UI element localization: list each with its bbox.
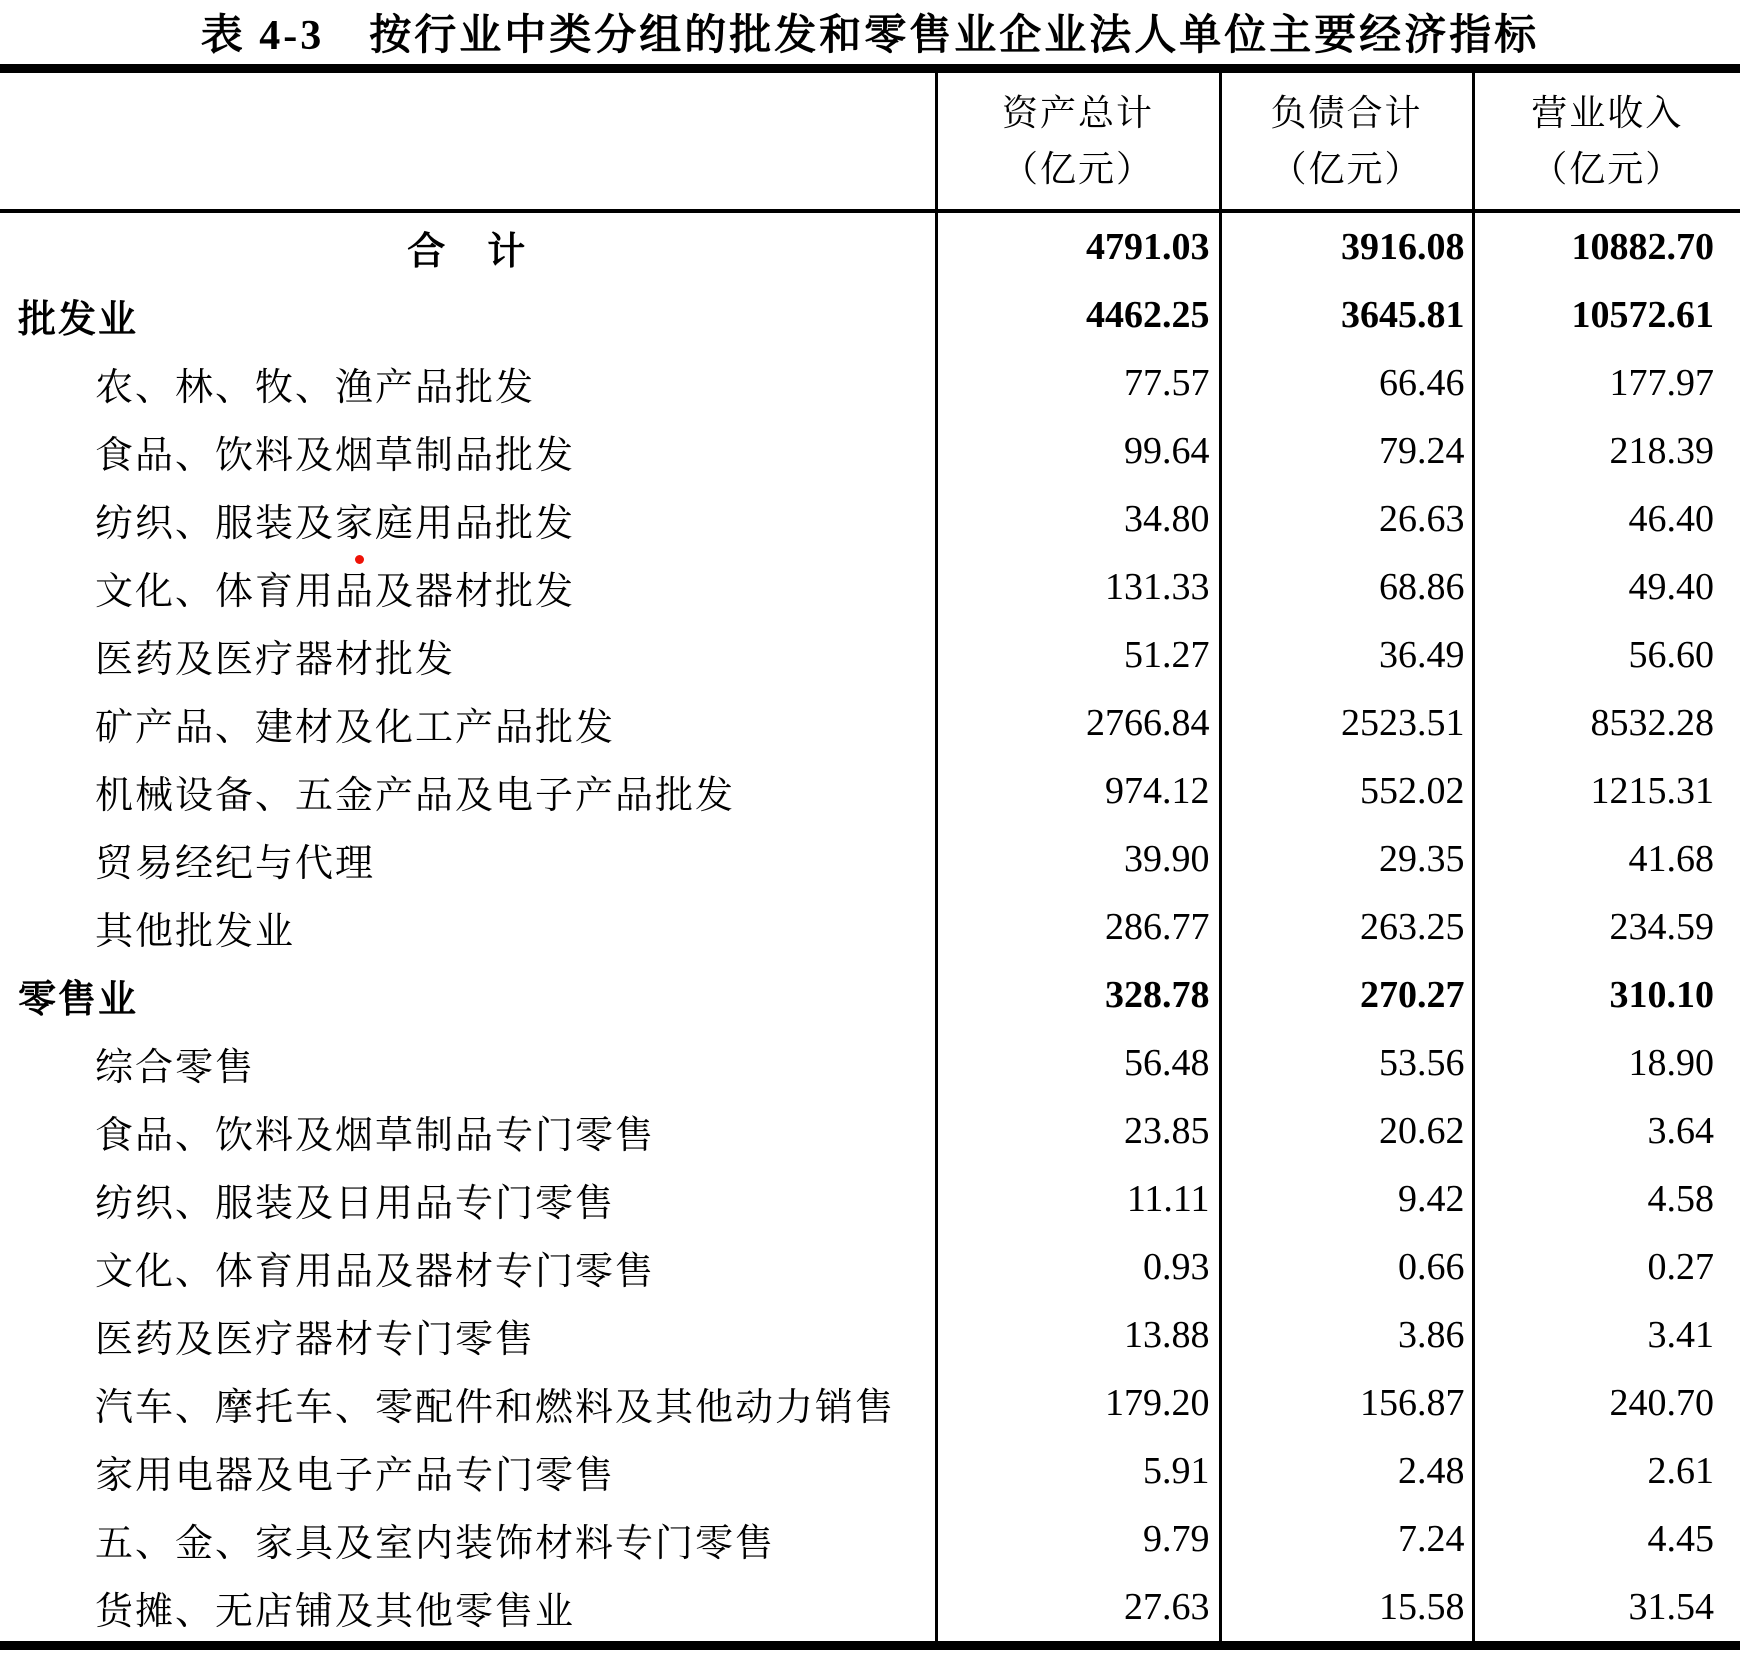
cell-operating-revenue: 0.27 [1473, 1233, 1740, 1301]
cell-total-liabilities: 2523.51 [1220, 689, 1473, 757]
table-row [0, 349, 1740, 417]
cell-total-liabilities: 552.02 [1220, 757, 1473, 825]
cell-operating-revenue: 4.45 [1473, 1505, 1740, 1573]
row-label: 文化、体育用品及器材专门零售 [95, 1250, 656, 1293]
cell-total-liabilities: 7.24 [1220, 1505, 1473, 1573]
cell-total-liabilities: 156.87 [1220, 1369, 1473, 1437]
table-row [0, 1301, 1740, 1369]
row-label: 纺织、服装及日用品专门零售 [95, 1182, 616, 1225]
cell-total-liabilities: 36.49 [1220, 621, 1473, 689]
cell-operating-revenue: 49.40 [1473, 553, 1740, 621]
cell-total-assets: 131.33 [936, 553, 1220, 621]
cell-total-assets: 23.85 [936, 1097, 1220, 1165]
row-label: 批发业 [18, 298, 139, 341]
header-total-liabilities-name: 负债合计 [1270, 93, 1423, 133]
cell-operating-revenue: 3.41 [1473, 1301, 1740, 1369]
cell-operating-revenue: 8532.28 [1473, 689, 1740, 757]
row-label: 零售业 [18, 978, 139, 1021]
row-label: 其他批发业 [95, 910, 296, 953]
row-label: 矿产品、建材及化工产品批发 [95, 706, 616, 749]
cell-total-assets: 11.11 [936, 1165, 1220, 1233]
red-dot-artifact [355, 555, 364, 564]
table-row [0, 893, 1740, 961]
table-row [0, 417, 1740, 485]
cell-total-assets: 77.57 [936, 349, 1220, 417]
cell-total-assets: 286.77 [936, 893, 1220, 961]
cell-operating-revenue: 310.10 [1473, 961, 1740, 1029]
header-total-assets [936, 69, 1220, 212]
cell-operating-revenue: 1215.31 [1473, 757, 1740, 825]
cell-total-liabilities: 53.56 [1220, 1029, 1473, 1097]
cell-total-assets: 5.91 [936, 1437, 1220, 1505]
header-total-assets-unit: （亿元） [1001, 149, 1154, 189]
table-row [0, 757, 1740, 825]
row-label: 五、金、家具及室内装饰材料专门零售 [95, 1522, 776, 1565]
header-operating-revenue [1473, 69, 1740, 212]
table-row [0, 1233, 1740, 1301]
row-label: 货摊、无店铺及其他零售业 [95, 1590, 576, 1633]
cell-total-assets: 27.63 [936, 1573, 1220, 1646]
cell-operating-revenue: 2.61 [1473, 1437, 1740, 1505]
cell-total-liabilities: 29.35 [1220, 825, 1473, 893]
cell-total-assets: 51.27 [936, 621, 1220, 689]
header-total-assets-name: 资产总计 [1001, 93, 1154, 133]
cell-operating-revenue: 41.68 [1473, 825, 1740, 893]
cell-operating-revenue: 10572.61 [1473, 281, 1740, 349]
row-label: 家用电器及电子产品专门零售 [95, 1454, 616, 1497]
cell-operating-revenue: 46.40 [1473, 485, 1740, 553]
row-label: 纺织、服装及家庭用品批发 [95, 502, 576, 545]
table-row [0, 1369, 1740, 1437]
cell-total-liabilities: 66.46 [1220, 349, 1473, 417]
table-row [0, 825, 1740, 893]
cell-operating-revenue: 177.97 [1473, 349, 1740, 417]
economic-indicators-table [0, 64, 1740, 1650]
row-label: 合 计 [407, 230, 528, 273]
cell-operating-revenue: 218.39 [1473, 417, 1740, 485]
row-label: 医药及医疗器材专门零售 [95, 1318, 536, 1361]
cell-total-liabilities: 26.63 [1220, 485, 1473, 553]
cell-total-assets: 2766.84 [936, 689, 1220, 757]
table-row [0, 485, 1740, 553]
header-total-liabilities [1220, 69, 1473, 212]
cell-total-assets: 39.90 [936, 825, 1220, 893]
row-label: 文化、体育用品及器材批发 [95, 570, 576, 613]
cell-total-liabilities: 79.24 [1220, 417, 1473, 485]
cell-total-assets: 13.88 [936, 1301, 1220, 1369]
row-label: 食品、饮料及烟草制品批发 [95, 434, 576, 477]
header-row [0, 69, 1740, 212]
cell-total-liabilities: 0.66 [1220, 1233, 1473, 1301]
cell-total-liabilities: 2.48 [1220, 1437, 1473, 1505]
cell-total-liabilities: 263.25 [1220, 893, 1473, 961]
table-title: 表 4-3 按行业中类分组的批发和零售业企业法人单位主要经济指标 [200, 13, 1540, 59]
cell-total-assets: 4462.25 [936, 281, 1220, 349]
cell-operating-revenue: 234.59 [1473, 893, 1740, 961]
cell-total-liabilities: 270.27 [1220, 961, 1473, 1029]
table-row [0, 1097, 1740, 1165]
cell-total-assets: 56.48 [936, 1029, 1220, 1097]
table-row [0, 1029, 1740, 1097]
cell-total-liabilities: 9.42 [1220, 1165, 1473, 1233]
header-operating-revenue-name: 营业收入 [1531, 93, 1684, 133]
cell-total-assets: 974.12 [936, 757, 1220, 825]
cell-total-assets: 34.80 [936, 485, 1220, 553]
row-label: 医药及医疗器材批发 [95, 638, 456, 681]
table-row [0, 211, 1740, 281]
cell-operating-revenue: 10882.70 [1473, 211, 1740, 281]
table-row [0, 1437, 1740, 1505]
table-row [0, 689, 1740, 757]
cell-total-liabilities: 15.58 [1220, 1573, 1473, 1646]
cell-total-assets: 0.93 [936, 1233, 1220, 1301]
cell-operating-revenue: 4.58 [1473, 1165, 1740, 1233]
row-label: 农、林、牧、渔产品批发 [95, 366, 536, 409]
table-row [0, 1165, 1740, 1233]
cell-total-liabilities: 3645.81 [1220, 281, 1473, 349]
cell-total-liabilities: 68.86 [1220, 553, 1473, 621]
cell-total-assets: 328.78 [936, 961, 1220, 1029]
table-header [0, 69, 1740, 212]
table-row [0, 1505, 1740, 1573]
row-label: 食品、饮料及烟草制品专门零售 [95, 1114, 656, 1157]
table-row [0, 553, 1740, 621]
row-label: 综合零售 [95, 1046, 256, 1089]
row-label: 贸易经纪与代理 [95, 842, 376, 885]
table-body [0, 211, 1740, 1646]
cell-total-liabilities: 3.86 [1220, 1301, 1473, 1369]
table-row [0, 281, 1740, 349]
row-label: 机械设备、五金产品及电子产品批发 [95, 774, 736, 817]
cell-operating-revenue: 56.60 [1473, 621, 1740, 689]
table-row [0, 961, 1740, 1029]
cell-operating-revenue: 240.70 [1473, 1369, 1740, 1437]
table-row [0, 1573, 1740, 1646]
cell-operating-revenue: 18.90 [1473, 1029, 1740, 1097]
cell-total-assets: 9.79 [936, 1505, 1220, 1573]
header-total-liabilities-unit: （亿元） [1270, 149, 1423, 189]
cell-total-liabilities: 20.62 [1220, 1097, 1473, 1165]
cell-total-assets: 179.20 [936, 1369, 1220, 1437]
cell-total-liabilities: 3916.08 [1220, 211, 1473, 281]
cell-total-assets: 99.64 [936, 417, 1220, 485]
table-row [0, 621, 1740, 689]
header-operating-revenue-unit: （亿元） [1531, 149, 1684, 189]
cell-total-assets: 4791.03 [936, 211, 1220, 281]
header-row-label-spacer [0, 69, 936, 212]
row-label: 汽车、摩托车、零配件和燃料及其他动力销售 [95, 1386, 896, 1429]
cell-operating-revenue: 31.54 [1473, 1573, 1740, 1646]
cell-operating-revenue: 3.64 [1473, 1097, 1740, 1165]
